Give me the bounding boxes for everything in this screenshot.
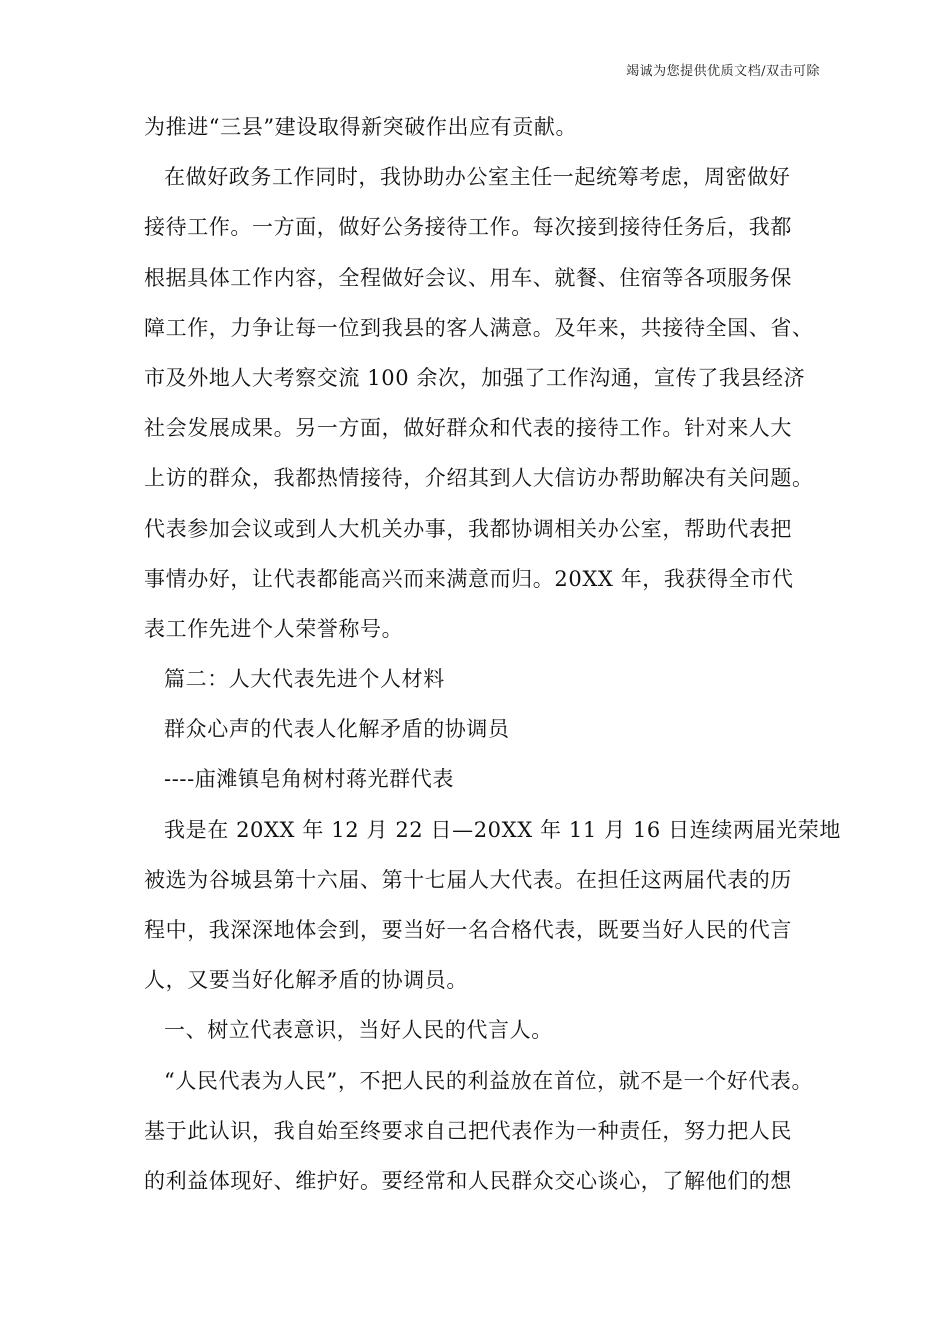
text-line: 表工作先进个人荣誉称号。 (144, 616, 404, 641)
text-line: 人，又要当好化解矛盾的协调员。 (144, 968, 468, 993)
text-line: 在做好政务工作同时，我协助办公室主任一起统筹考虑，周密做好 (164, 165, 791, 190)
text-line: 接待工作。一方面，做好公务接待工作。每次接到接待任务后，我都 (144, 215, 792, 240)
article-title: 群众心声的代表人化解矛盾的协调员 (164, 717, 510, 742)
text-line: 被选为谷城县第十六届、第十七届人大代表。在担任这两届代表的历 (144, 867, 792, 892)
text-line: 为推进“三县”建设取得新突破作出应有贡献。 (144, 115, 578, 139)
text-line: 根据具体工作内容，全程做好会议、用车、就餐、住宿等各项服务保 (144, 265, 792, 290)
text-line: 上访的群众，我都热情接待，介绍其到人大信访办帮助解决有关问题。 (144, 466, 814, 491)
text-line: 代表参加会议或到人大机关办事，我都协调相关办公室，帮助代表把 (144, 516, 792, 541)
header-note: 竭诚为您提供优质文档/双击可除 (626, 64, 820, 79)
section-heading: 篇二：人大代表先进个人材料 (164, 667, 445, 692)
text-line: 的利益体现好、维护好。要经常和人民群众交心谈心，了解他们的想 (144, 1168, 792, 1193)
text-line: 基于此认识，我自始至终要求自己把代表作为一种责任，努力把人民 (144, 1118, 792, 1143)
text-line: “人民代表为人民”，不把人民的利益放在首位，就不是一个好代表。 (164, 1068, 814, 1093)
article-byline: ----庙滩镇皂角树村蒋光群代表 (164, 767, 454, 792)
document-body (144, 102, 841, 1206)
subsection-heading: 一、树立代表意识，当好人民的代言人。 (164, 1018, 553, 1043)
text-line: 我是在 20XX 年 12 月 22 日—20XX 年 11 月 16 日连续两届光荣地 (164, 817, 841, 842)
text-line: 障工作，力争让每一位到我县的客人满意。及年来，共接待全国、省、 (144, 315, 814, 340)
text-line: 社会发展成果。另一方面，做好群众和代表的接待工作。针对来人大 (144, 416, 792, 441)
text-line: 程中，我深深地体会到，要当好一名合格代表，既要当好人民的代言 (144, 918, 792, 942)
text-line: 市及外地人大考察交流 100 余次，加强了工作沟通，宣传了我县经济 (144, 365, 806, 390)
text-line: 事情办好，让代表都能高兴而来满意而归。20XX 年，我获得全市代 (144, 566, 794, 591)
